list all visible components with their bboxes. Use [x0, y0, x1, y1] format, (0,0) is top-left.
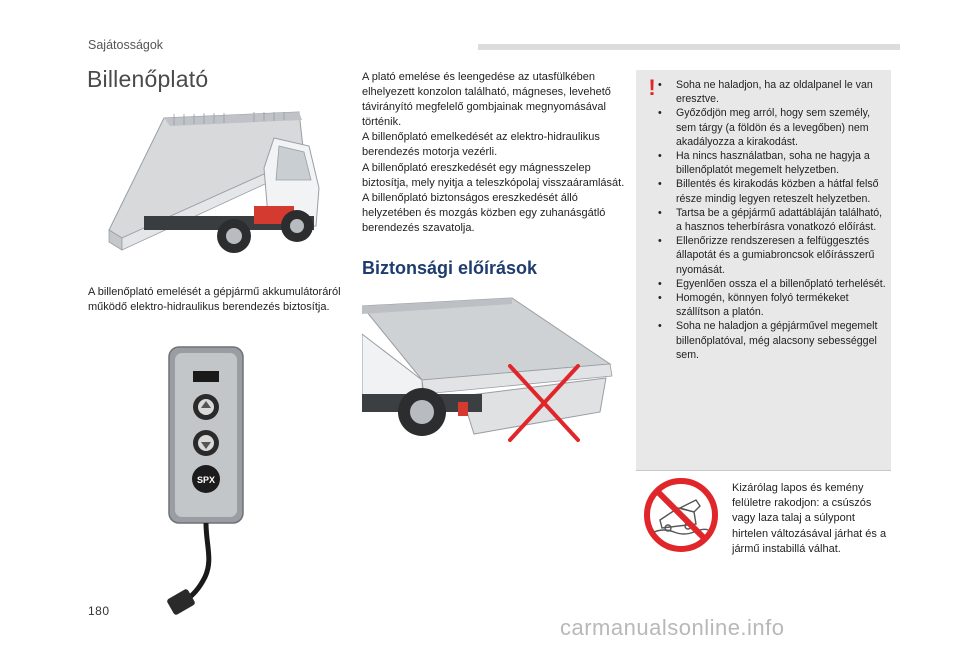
warnings-list — [658, 78, 888, 362]
watermark-text: carmanualsonline.info — [560, 615, 785, 640]
safety-warnings-box — [636, 70, 891, 470]
sign-caption: Kizárólag lapos és kemény felületre rakodjon: a csúszós vagy laza talaj a súlypont hirtelen változásával járhat és a jármű instabillá válhat. — [732, 482, 887, 555]
section-subtitle: Biztonsági előírások — [362, 258, 538, 278]
body-paragraph: A billenőplató emelkedését az elektro-hidraulikus berendezés motorja vezérli. — [362, 131, 600, 159]
warning-item: • Tartsa be a gépjármű adattábláján található, a hasznos teherbírásra vonatkozó előírást. — [658, 206, 888, 234]
page-title: Billenőplató — [87, 66, 209, 92]
unstable-ground-prohibition-icon — [644, 478, 718, 552]
section-label: Sajátosságok — [88, 38, 164, 52]
warning-item: • Soha ne haladjon a gépjárművel megemelt billenőplatóval, még alacsony sebességgel sem. — [658, 319, 888, 362]
warning-item: • Ellenőrizze rendszeresen a felfüggesztés állapotát és a gumiabroncsok előírásszerű nyomását. — [658, 234, 888, 277]
separator-line — [636, 470, 891, 471]
warning-item: • Soha ne haladjon, ha az oldalpanel le van eresztve. — [658, 78, 888, 106]
warning-item: • Billentés és kirakodás közben a hátfal felső része mindig legyen reteszelt helyzetben. — [658, 177, 888, 205]
body-paragraph: A plató emelése és leengedése az utasfülkében elhelyezett konzolon található, mágneses, levehető távirányító megfelelő gombjainak megnyomásával történik. — [362, 71, 611, 129]
warning-item: • Ha nincs használatban, soha ne hagyja a billenőplatót megemelt helyzetben. — [658, 149, 888, 177]
warning-item: • Egyenlően ossza el a billenőplató terhelését. — [658, 277, 888, 291]
body-text — [362, 70, 627, 236]
header-bar — [478, 44, 900, 50]
body-paragraph: A billenőplató biztonságos ereszkedését álló helyzetében és mozgás közben egy zuhanásgátló berendezés szavatolja. — [362, 191, 606, 234]
left-caption: A billenőplató emelését a gépjármű akkumulátoráról működő elektro-hidraulikus berendezés biztosítja. — [88, 286, 341, 313]
tipper-truck-illustration — [104, 108, 328, 268]
warning-item: • Homogén, könnyen folyó termékeket szállítson a platón. — [658, 291, 888, 319]
body-paragraph: A billenőplató ereszkedését egy mágnesszelep biztosítja, mely nyitja a teleszkópolaj visszaáramlását. — [362, 161, 625, 189]
warning-item: • Győződjön meg arról, hogy sem személy, sem tárgy (a földön és a levegőben) nem akadályozza a kirakodást. — [658, 106, 888, 149]
remote-control-illustration — [165, 345, 250, 615]
warning-exclamation-icon: ! — [648, 75, 656, 100]
page-number: 180 — [88, 604, 110, 618]
remote-brand-label: SPX — [196, 475, 216, 485]
lowered-side-panel-illustration — [362, 294, 628, 474]
